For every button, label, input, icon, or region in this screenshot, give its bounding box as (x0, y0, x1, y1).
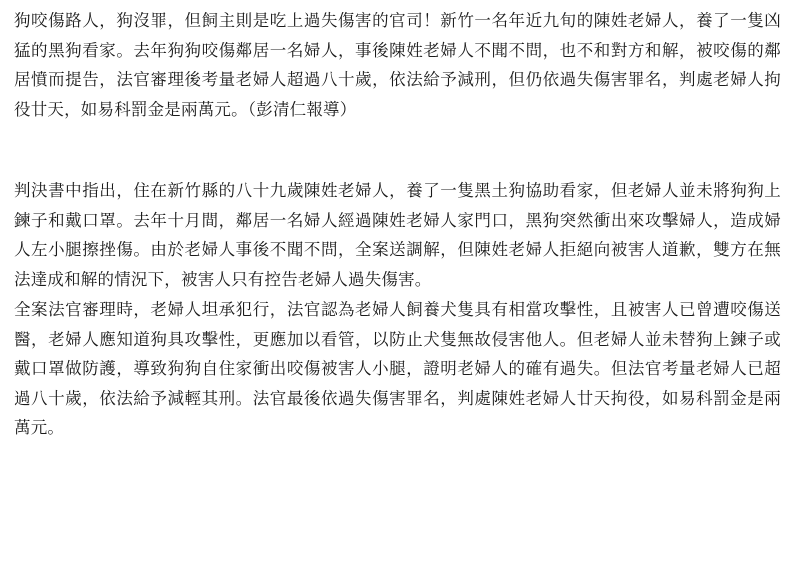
paragraph-body-2: 全案法官審理時，老婦人坦承犯行，法官認為老婦人飼養犬隻具有相當攻擊性，且被害人已曾遭咬傷送醫，老婦人應知道狗具攻擊性，更應加以看管，以防止犬隻無故侵害他人。但老婦人並未替狗上鍊子或戴口罩做防護，導致狗狗自住家衝出咬傷被害人小腿，證明老婦人的確有過失。但法官考量老婦人已超過八十歲，依法給予減輕其刑。法官最後依過失傷害罪名，判處陳姓老婦人廿天拘役，如易科罰金是兩萬元。 (14, 300, 781, 437)
paragraph-lead: 狗咬傷路人，狗沒罪，但飼主則是吃上過失傷害的官司！新竹一名年近九旬的陳姓老婦人，養了一隻凶猛的黑狗看家。去年狗狗咬傷鄰居一名婦人，事後陳姓老婦人不聞不問，也不和對方和解，被咬傷的鄰居憤而提告，法官審理後考量老婦人超過八十歲，依法給予減刑，但仍依過失傷害罪名，判處老婦人拘役廿天，如易科罰金是兩萬元。（彭清仁報導） (14, 11, 781, 119)
paragraph-body-1: 判決書中指出，住在新竹縣的八十九歲陳姓老婦人，養了一隻黑土狗協助看家，但老婦人並未將狗狗上鍊子和戴口罩。去年十月間，鄰居一名婦人經過陳姓老婦人家門口，黑狗突然衝出來攻擊婦人，造成婦人左小腿擦挫傷。由於老婦人事後不聞不問，全案送調解，但陳姓老婦人拒絕向被害人道歉，雙方在無法達成和解的情況下，被害人只有控告老婦人過失傷害。 (14, 181, 781, 289)
paragraph-spacer (14, 124, 781, 176)
